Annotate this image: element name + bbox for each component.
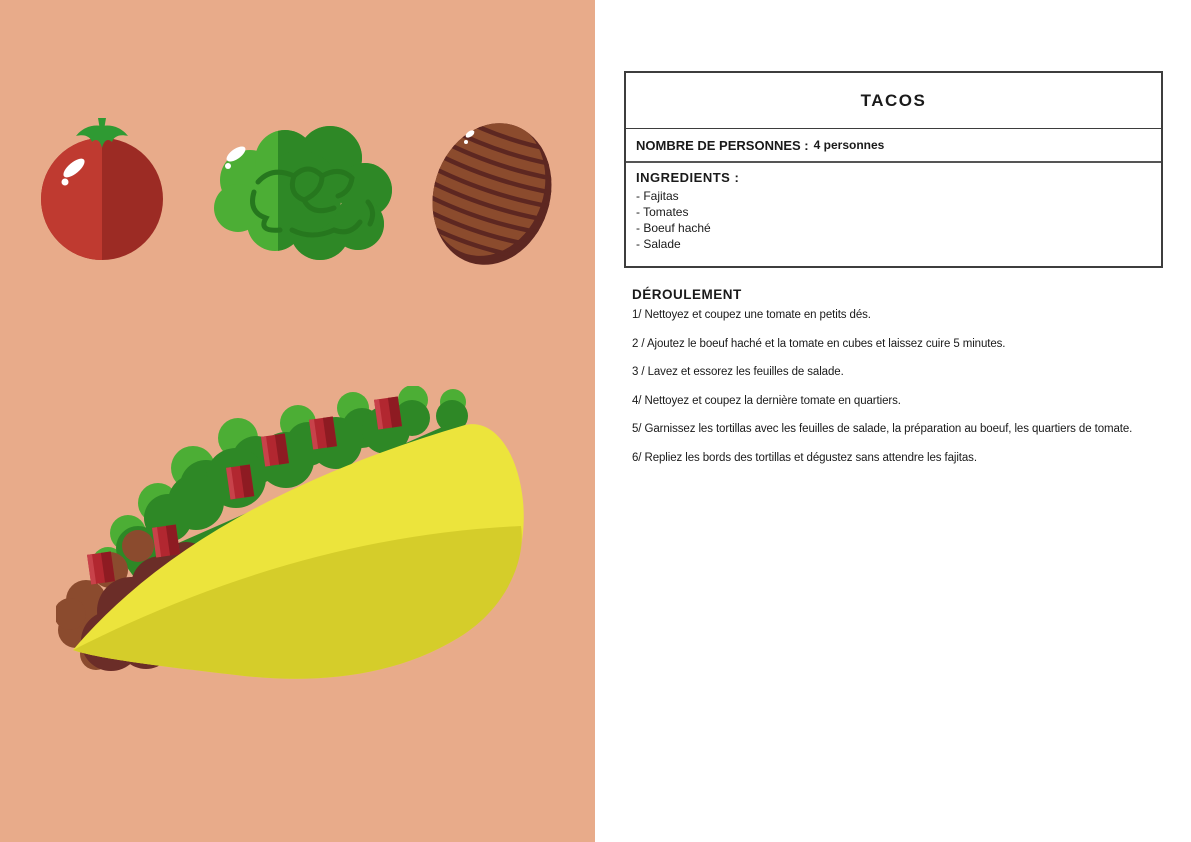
ground-beef-icon [418,108,568,278]
ingredient-item: - Salade [636,237,681,251]
step-item: 5/ Garnissez les tortillas avec les feuilles de salade, la préparation au boeuf, les quartiers de tomate. [632,423,1133,435]
step-item: 1/ Nettoyez et coupez une tomate en petits dés. [632,309,871,321]
servings-value: 4 personnes [813,138,885,152]
steps-heading: DÉROULEMENT [632,287,742,302]
taco-icon [56,386,536,696]
servings-label: NOMBRE DE PERSONNES : [636,137,809,153]
ingredient-item: - Tomates [636,205,689,219]
step-item: 3 / Lavez et essorez les feuilles de salade. [632,366,844,378]
ingredient-item: - Boeuf haché [636,221,711,235]
recipe-panel [595,0,1191,842]
step-item: 2 / Ajoutez le boeuf haché et la tomate en cubes et laissez cuire 5 minutes. [632,337,1006,350]
ingredient-item: - Fajitas [636,189,679,203]
recipe-title: TACOS [860,90,927,110]
tomato-icon [36,116,171,264]
illustration-panel [0,0,595,842]
ingredients-row [626,163,1161,266]
steps-section [632,287,1191,480]
recipe-card [624,71,1163,268]
step-item: 6/ Repliez les bords des tortillas et dégustez sans attendre les fajitas. [632,451,977,464]
servings-row [626,129,1161,163]
lettuce-icon [200,118,392,260]
ingredients-label: INGREDIENTS : [636,170,740,185]
recipe-title-row [626,73,1161,129]
step-item: 4/ Nettoyez et coupez la dernière tomate en quartiers. [632,394,901,407]
